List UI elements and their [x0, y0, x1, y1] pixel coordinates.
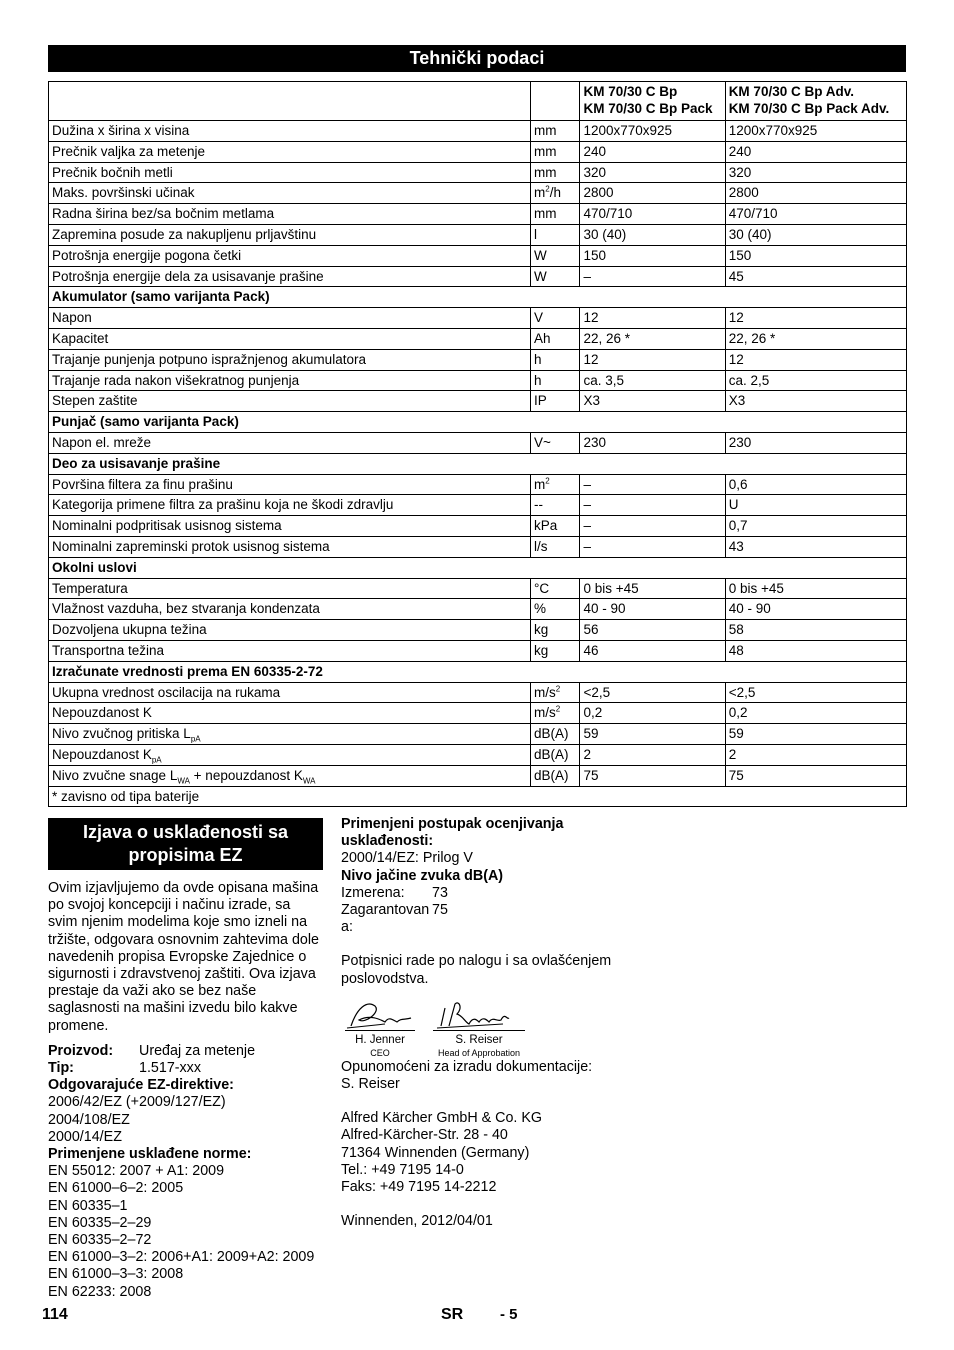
table-row — [49, 370, 907, 391]
table-row — [49, 245, 907, 266]
norm-item: EN 60335–2–29 — [48, 1214, 152, 1231]
row-label: Prečnik bočnih metli — [49, 162, 531, 183]
row-value-v2: 48 — [725, 640, 906, 661]
language-code: SR — [441, 1306, 464, 1323]
row-value-v1: 0,2 — [580, 703, 725, 724]
row-unit: $m/s^2$ — [531, 703, 580, 724]
declaration-heading: Izjava o usklađenosti sa propisima EZ — [48, 818, 323, 870]
table-section-row — [49, 557, 907, 578]
sound-label: Nivo jačine zvuka dB(A) — [341, 867, 504, 884]
row-value-v1: – — [580, 516, 725, 537]
row-label: Dužina x širina x visina — [49, 121, 531, 142]
row-label: Stepen zaštite — [49, 391, 531, 412]
row-value-v2: 240 — [725, 141, 906, 162]
norm-item: EN 60335–2–72 — [48, 1232, 152, 1249]
footnote-row — [49, 786, 907, 807]
row-unit: dB(A) — [531, 765, 580, 786]
row-value-v2: 2800 — [725, 183, 906, 204]
table-row — [49, 349, 907, 370]
table-section-row — [49, 287, 907, 308]
table-section-row — [49, 412, 907, 433]
row-value-v1: 40 - 90 — [580, 599, 725, 620]
table-row — [49, 620, 907, 641]
tech-data-heading: Tehnički podaci — [48, 45, 906, 72]
row-label: Površina filtera za finu prašinu — [49, 474, 531, 495]
table-row — [49, 121, 907, 142]
table-row — [49, 724, 907, 745]
table-row — [49, 599, 907, 620]
row-value-v1: – — [580, 474, 725, 495]
section-title: Deo za usisavanje prašine — [49, 453, 907, 474]
row-value-v1: 1200x770x925 — [580, 121, 725, 142]
page-number: 114 — [42, 1306, 68, 1323]
row-unit: mm — [531, 204, 580, 225]
address-line: 71364 Winnenden (Germany) — [341, 1144, 530, 1161]
row-unit: mm — [531, 162, 580, 183]
table-row — [49, 578, 907, 599]
row-label: Prečnik valjka za metenje — [49, 141, 531, 162]
row-unit: % — [531, 599, 580, 620]
table-row — [49, 266, 907, 287]
address-line: Alfred-Kärcher-Str. 28 - 40 — [341, 1127, 508, 1144]
table-row — [49, 474, 907, 495]
company-address — [341, 1110, 641, 1196]
row-value-v1: 320 — [580, 162, 725, 183]
row-value-v1: 22, 26 * — [580, 328, 725, 349]
norms-list — [48, 1163, 323, 1301]
row-value-v1: 56 — [580, 620, 725, 641]
row-value-v2: 0,7 — [725, 516, 906, 537]
table-row — [49, 640, 907, 661]
signature-reiser-icon — [433, 998, 525, 1030]
row-value-v2: 43 — [725, 536, 906, 557]
type-row: Tip: 1.517-xxx — [48, 1060, 201, 1077]
row-value-v1: ca. 3,5 — [580, 370, 725, 391]
product-row: Proizvod: Uređaj za metenje — [48, 1042, 256, 1059]
row-unit: l/s — [531, 536, 580, 557]
address-line: Tel.: +49 7195 14-0 — [341, 1161, 464, 1178]
signature-reiser: S. Reiser Head of Approbation — [433, 998, 525, 1058]
row-value-v2: 0,6 — [725, 474, 906, 495]
row-label: Radna širina bez/sa bočnim metlama — [49, 204, 531, 225]
norm-item: EN 61000–6–2: 2005 — [48, 1180, 184, 1197]
row-unit: IP — [531, 391, 580, 412]
row-value-v1: – — [580, 266, 725, 287]
row-value-v1: 0 bis +45 — [580, 578, 725, 599]
row-unit: kg — [531, 640, 580, 661]
directives-list — [48, 1094, 323, 1146]
table-row — [49, 162, 907, 183]
table-row — [49, 495, 907, 516]
directive-item: 2006/42/EZ (+2009/127/EZ) — [48, 1094, 226, 1111]
row-unit: kg — [531, 620, 580, 641]
row-label: Kategorija primene filtra za prašinu koja ne škodi zdravlju — [49, 495, 531, 516]
row-value-v2: 59 — [725, 724, 906, 745]
row-value-v2: 470/710 — [725, 204, 906, 225]
signatures — [341, 998, 641, 1058]
table-row — [49, 682, 907, 703]
table-row — [49, 141, 907, 162]
row-value-v1: 30 (40) — [580, 224, 725, 245]
table-section-row — [49, 453, 907, 474]
header-model-2: KM 70/30 C Bp Adv. KM 70/30 C Bp Pack Adv. — [725, 82, 906, 121]
section-number: - 5 — [500, 1306, 518, 1323]
row-value-v2: 40 - 90 — [725, 599, 906, 620]
row-value-v1: <2,5 — [580, 682, 725, 703]
row-label: Nivo zvučnog pritiska $L_{pA}$ — [49, 724, 531, 745]
place-date: Winnenden, 2012/04/01 — [341, 1213, 493, 1230]
row-value-v2: 0,2 — [725, 703, 906, 724]
row-value-v1: 59 — [580, 724, 725, 745]
table-row — [49, 703, 907, 724]
signature-jenner-icon — [345, 998, 415, 1030]
section-title: Akumulator (samo varijanta Pack) — [49, 287, 907, 308]
row-value-v2: U — [725, 495, 906, 516]
address-line: Faks: +49 7195 14-2212 — [341, 1179, 497, 1196]
footnote: * zavisno od tipa baterije — [49, 786, 907, 807]
declaration-right-column — [341, 816, 641, 1230]
row-unit: mm — [531, 141, 580, 162]
table-row — [49, 744, 907, 765]
authorized-name: S. Reiser — [341, 1076, 400, 1093]
norm-item: EN 61000–3–2: 2006+A1: 2009+A2: 2009 — [48, 1249, 315, 1266]
row-unit: l — [531, 224, 580, 245]
row-value-v2: 30 (40) — [725, 224, 906, 245]
row-unit: kPa — [531, 516, 580, 537]
row-value-v1: 150 — [580, 245, 725, 266]
declaration-column — [48, 818, 323, 1301]
table-row — [49, 536, 907, 557]
row-value-v1: 2800 — [580, 183, 725, 204]
row-value-v2: 12 — [725, 349, 906, 370]
row-value-v1: 12 — [580, 308, 725, 329]
row-value-v1: – — [580, 536, 725, 557]
row-unit: V — [531, 308, 580, 329]
norm-item: EN 61000–3–3: 2008 — [48, 1266, 184, 1283]
row-value-v1: 75 — [580, 765, 725, 786]
row-unit: W — [531, 266, 580, 287]
table-row — [49, 224, 907, 245]
row-label: Kapacitet — [49, 328, 531, 349]
row-label: Dozvoljena ukupna težina — [49, 620, 531, 641]
declaration-intro: Ovim izjavljujemo da ovde opisana mašina po svojoj koncepciji i načinu izrade, sa svim njenim modelima koje smo izneli na tržište, odgovara osnovnim zahtevima dole navedenih propisa Evropske Zajednice o sigurnosti i zdravstvenoj zaštiti. Ova izjava prestaje da važi ako se bez naše saglasnosti na mašini izvedu bilo kakve promene. — [48, 880, 319, 1034]
tech-data-table — [48, 81, 907, 807]
procedure-value: 2000/14/EZ: Prilog V — [341, 850, 473, 867]
norm-item: EN 55012: 2007 + A1: 2009 — [48, 1163, 225, 1180]
row-unit: $m/s^2$ — [531, 682, 580, 703]
row-unit: °C — [531, 578, 580, 599]
row-unit: W — [531, 245, 580, 266]
table-header-row — [49, 82, 907, 121]
row-label: Zapremina posude za nakupljenu prljavštinu — [49, 224, 531, 245]
row-value-v1: 230 — [580, 432, 725, 453]
row-value-v2: 75 — [725, 765, 906, 786]
row-label: Napon — [49, 308, 531, 329]
row-value-v2: ca. 2,5 — [725, 370, 906, 391]
table-row — [49, 204, 907, 225]
row-label: Nivo zvučne snage $L_{WA}$ + nepouzdanost $K_{WA}$ — [49, 765, 531, 786]
row-value-v1: 12 — [580, 349, 725, 370]
row-unit: h — [531, 349, 580, 370]
row-unit: $m^2$ — [531, 474, 580, 495]
row-value-v2: 230 — [725, 432, 906, 453]
row-value-v1: 470/710 — [580, 204, 725, 225]
signers-text: Potpisnici rade po nalogu i sa ovlašćenjem poslovodstva. — [341, 953, 612, 987]
row-value-v2: 2 — [725, 744, 906, 765]
directive-item: 2004/108/EZ — [48, 1111, 130, 1128]
table-row — [49, 183, 907, 204]
directives-label: Odgovarajuće EZ-direktive: — [48, 1077, 234, 1094]
row-value-v2: 58 — [725, 620, 906, 641]
row-value-v2: 1200x770x925 — [725, 121, 906, 142]
row-value-v2: 0 bis +45 — [725, 578, 906, 599]
norm-item: EN 60335–1 — [48, 1197, 128, 1214]
row-unit: -- — [531, 495, 580, 516]
procedure-label: Primenjeni postupak ocenjivanja usklađenosti: — [341, 816, 564, 850]
row-unit: V~ — [531, 432, 580, 453]
row-value-v2: <2,5 — [725, 682, 906, 703]
row-unit: h — [531, 370, 580, 391]
row-unit: Ah — [531, 328, 580, 349]
norm-item: EN 62233: 2008 — [48, 1283, 152, 1300]
row-label: Transportna težina — [49, 640, 531, 661]
row-label: Potrošnja energije pogona četki — [49, 245, 531, 266]
row-value-v2: 150 — [725, 245, 906, 266]
row-unit: dB(A) — [531, 744, 580, 765]
section-title: Okolni uslovi — [49, 557, 907, 578]
measured-row: Izmerena: 73 — [341, 884, 448, 901]
header-unit-cell — [531, 82, 580, 121]
row-label: Maks. površinski učinak — [49, 183, 531, 204]
row-value-v1: 46 — [580, 640, 725, 661]
row-label: Nepouzdanost $K_{pA}$ — [49, 744, 531, 765]
table-section-row — [49, 661, 907, 682]
norms-label: Primenjene usklađene norme: — [48, 1146, 252, 1163]
row-value-v1: – — [580, 495, 725, 516]
row-value-v1: X3 — [580, 391, 725, 412]
row-label: Nominalni podpritisak usisnog sistema — [49, 516, 531, 537]
row-value-v2: 22, 26 * — [725, 328, 906, 349]
table-row — [49, 432, 907, 453]
row-value-v2: X3 — [725, 391, 906, 412]
row-value-v1: 2 — [580, 744, 725, 765]
row-value-v2: 320 — [725, 162, 906, 183]
row-value-v2: 12 — [725, 308, 906, 329]
row-label: Nominalni zapreminski protok usisnog sistema — [49, 536, 531, 557]
table-row — [49, 328, 907, 349]
section-title: Punjač (samo varijanta Pack) — [49, 412, 907, 433]
row-label: Potrošnja energije dela za usisavanje prašine — [49, 266, 531, 287]
directive-item: 2000/14/EZ — [48, 1128, 122, 1145]
row-value-v1: 240 — [580, 141, 725, 162]
row-label: Temperatura — [49, 578, 531, 599]
row-label: Nepouzdanost K — [49, 703, 531, 724]
row-unit: dB(A) — [531, 724, 580, 745]
address-line: Alfred Kärcher GmbH & Co. KG — [341, 1110, 543, 1127]
row-unit: mm — [531, 121, 580, 142]
header-model-1: KM 70/30 C Bp KM 70/30 C Bp Pack — [580, 82, 725, 121]
row-label: Trajanje punjenja potpuno ispražnjenog akumulatora — [49, 349, 531, 370]
guaranteed-label-cont: a: — [341, 919, 353, 936]
row-label: Trajanje rada nakon višekratnog punjenja — [49, 370, 531, 391]
row-label: Ukupna vrednost oscilacija na rukama — [49, 682, 531, 703]
signature-jenner: H. Jenner CEO — [345, 998, 415, 1058]
section-title: Izračunate vrednosti prema EN 60335-2-72 — [49, 661, 907, 682]
table-row — [49, 391, 907, 412]
table-row — [49, 516, 907, 537]
row-label: Napon el. mreže — [49, 432, 531, 453]
authorized-label: Opunomoćeni za izradu dokumentacije: — [341, 1058, 593, 1075]
table-row — [49, 765, 907, 786]
table-row — [49, 308, 907, 329]
row-value-v2: 45 — [725, 266, 906, 287]
header-empty-cell — [49, 82, 531, 121]
guaranteed-row: Zagarantovan 75 — [341, 902, 448, 919]
row-label: Vlažnost vazduha, bez stvaranja kondenzata — [49, 599, 531, 620]
row-unit: $m^2/h$ — [531, 183, 580, 204]
